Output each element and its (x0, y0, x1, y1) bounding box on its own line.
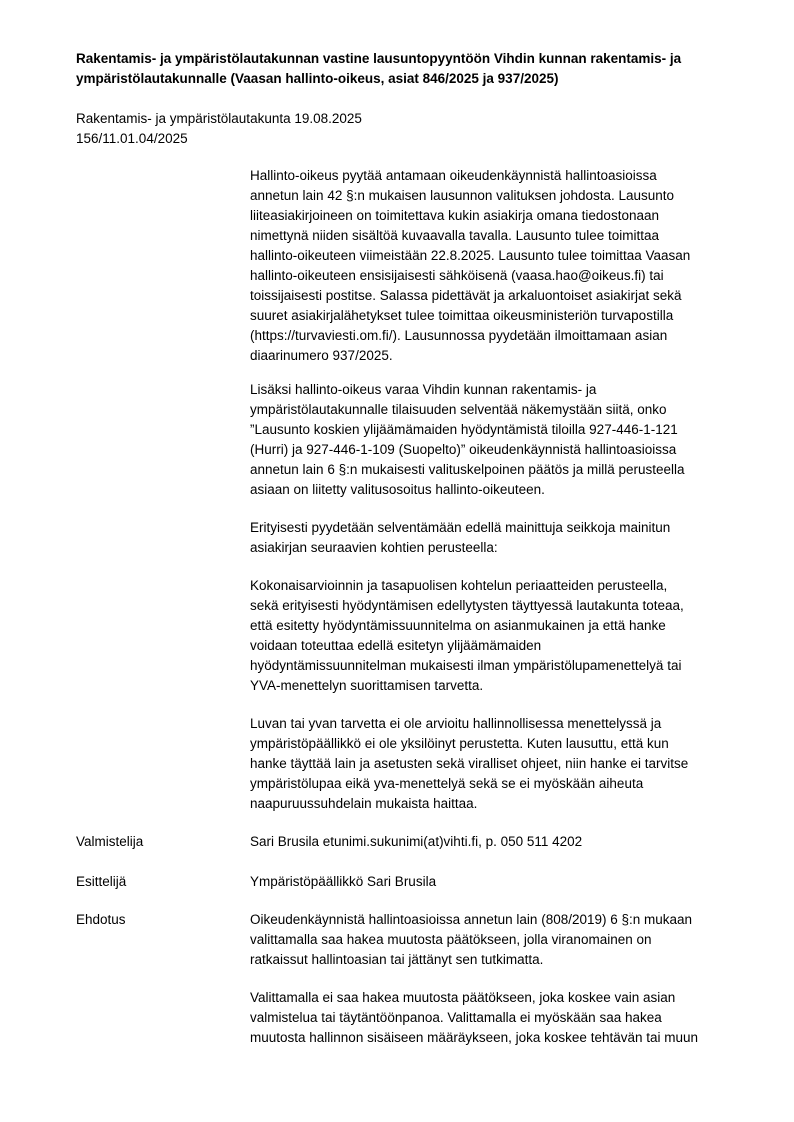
body-paragraph (250, 166, 750, 366)
text-line: suuret asiakirjalähetykset tulee toimittaa oikeusministeriön turvapostilla (250, 308, 674, 323)
text-line: asiakirjan seuraavien kohtien perusteella: (250, 540, 498, 555)
text-line: ympäristöpäällikkö ei ole yksilöinyt perustetta. Kuten lausuttu, että kun (250, 736, 669, 751)
text-line: hallinto-oikeuteen ensisijaisesti sähköisenä (vaasa.hao@oikeus.fi) tai (250, 268, 664, 283)
document-title (76, 49, 736, 89)
text-line: voidaan toteuttaa edellä esitetyn ylijäämämaiden (250, 638, 542, 653)
text-line: hanke täyttää lain ja asetusten sekä viralliset ohjeet, niin hanke ei tarvitse (250, 756, 689, 771)
text-line: Luvan tai yvan tarvetta ei ole arvioitu hallinnollisessa menettelyssä ja (250, 716, 662, 731)
body-paragraph (250, 518, 750, 558)
proposal-paragraph (250, 910, 750, 970)
text-line: naapuruussuhdelain mukaista haittaa. (250, 796, 478, 811)
text-line: valmistelua tai täytäntöönpanoa. Valittamalla ei myöskään saa hakea (250, 1010, 662, 1025)
text-line: Oikeudenkäynnistä hallintoasioissa annetun lain (808/2019) 6 §:n mukaan (250, 912, 693, 927)
case-number: 156/11.01.04/2025 (76, 131, 188, 146)
proposal-label: Ehdotus (76, 912, 126, 927)
text-line: valittamalla saa hakea muutosta päätökseen, jolla viranomainen on (250, 932, 652, 947)
body-paragraph (250, 380, 750, 500)
text-line: että esitetty hyödyntämissuunnitelma on asianmukainen ja että hanke (250, 618, 666, 633)
text-line: Lisäksi hallinto-oikeus varaa Vihdin kunnan rakentamis- ja (250, 382, 597, 397)
body-paragraph (250, 576, 750, 696)
meeting-info: Rakentamis- ja ympäristölautakunta 19.08.2025 (76, 111, 362, 126)
preparer-value: Sari Brusila etunimi.sukunimi(at)vihti.fi, p. 050 511 4202 (250, 834, 583, 849)
body-paragraph (250, 714, 750, 814)
text-line: annetun lain 42 §:n mukaisen lausunnon valituksen johdosta. Lausunto (250, 188, 675, 203)
presenter-label: Esittelijä (76, 874, 127, 889)
text-line: sekä erityisesti hyödyntämisen edellytysten täyttyessä lautakunta toteaa, (250, 598, 684, 613)
text-line: ympäristölautakunnalle tilaisuuden selventää näkemystään siitä, onko (250, 402, 667, 417)
text-line: ympäristölupaa eikä yva-menettelyä sekä se ei myöskään aiheuta (250, 776, 644, 791)
text-line: diaarinumero 937/2025. (250, 348, 393, 363)
text-line: muutosta hallinnon sisäiseen määräykseen, joka koskee tehtävän tai muun (250, 1030, 699, 1045)
text-line: (https://turvaviesti.om.fi/). Lausunnossa pyydetään ilmoittamaan asian (250, 328, 668, 343)
text-line: ”Lausunto koskien ylijäämämaiden hyödyntämistä tiloilla 927-446-1-121 (250, 422, 678, 437)
text-line: YVA-menettelyn suorittamisen tarvetta. (250, 678, 484, 693)
text-line: liiteasiakirjoineen on toimitettava kukin asiakirja omana tiedostonaan (250, 208, 659, 223)
title-line: Rakentamis- ja ympäristölautakunnan vastine lausuntopyyntöön Vihdin kunnan rakentamis- ja (76, 51, 682, 66)
text-line: Kokonaisarvioinnin ja tasapuolisen kohtelun periaatteiden perusteella, (250, 578, 668, 593)
title-line: ympäristölautakunnalle (Vaasan hallinto-oikeus, asiat 846/2025 ja 937/2025) (76, 71, 559, 86)
text-line: toissijaisesti postitse. Salassa pidettävät ja arkaluontoiset asiakirjat sekä (250, 288, 682, 303)
text-line: asiaan on liitetty valitusosoitus hallinto-oikeuteen. (250, 482, 545, 497)
text-line: (Hurri) ja 927-446-1-109 (Suopelto)” oikeudenkäynnistä hallintoasioissa (250, 442, 677, 457)
proposal-paragraph (250, 988, 750, 1048)
text-line: hallinto-oikeuteen viimeistään 22.8.2025. Lausunto tulee toimittaa Vaasan (250, 248, 691, 263)
text-line: hyödyntämissuunnitelman mukaisesti ilman ympäristölupamenettelyä tai (250, 658, 682, 673)
text-line: Hallinto-oikeus pyytää antamaan oikeudenkäynnistä hallintoasioissa (250, 168, 657, 183)
text-line: Valittamalla ei saa hakea muutosta päätökseen, joka koskee vain asian (250, 990, 676, 1005)
text-line: Erityisesti pyydetään selventämään edellä mainittuja seikkoja mainitun (250, 520, 671, 535)
preparer-label: Valmistelija (76, 834, 144, 849)
presenter-value: Ympäristöpäällikkö Sari Brusila (250, 874, 437, 889)
text-line: ratkaissut hallintoasian tai jättänyt sen tutkimatta. (250, 952, 544, 967)
text-line: annetun lain 6 §:n mukaisesti valituskelpoinen päätös ja millä perusteella (250, 462, 685, 477)
text-line: nimettynä niiden sisältöä kuvaavalla tavalla. Lausunto tulee toimittaa (250, 228, 659, 243)
